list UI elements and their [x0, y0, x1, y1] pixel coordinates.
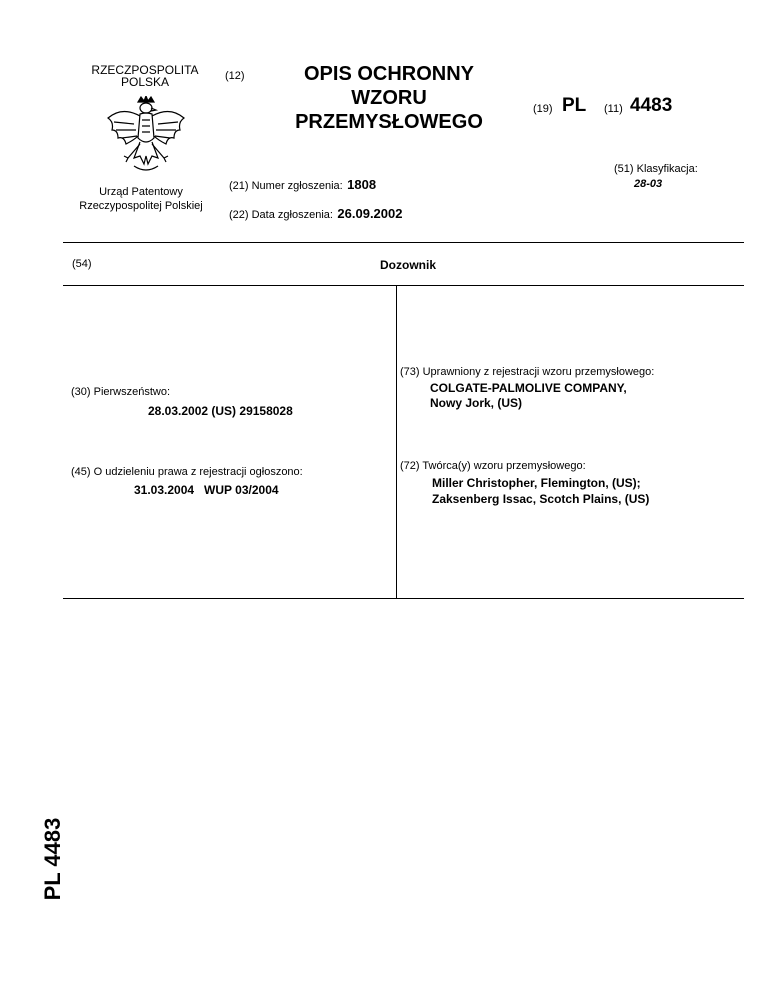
title-line2: WZORU: [351, 87, 427, 109]
title-line3: PRZEMYSŁOWEGO: [295, 111, 483, 133]
filing-date-value: 26.09.2002: [337, 206, 403, 221]
office-line2: Rzeczypospolitej Polskiej: [79, 200, 203, 212]
app-number-value: 1808: [347, 177, 377, 192]
title-code: (54): [72, 258, 92, 270]
creator-label: (72) Twórca(y) wzoru przemysłowego:: [400, 460, 586, 472]
filing-date-label: (22) Data zgłoszenia:: [229, 209, 333, 221]
office-name: [56, 185, 226, 213]
eagle-emblem-icon: [104, 96, 188, 178]
code-12: (12): [225, 70, 245, 82]
rule-top: [63, 242, 744, 243]
class-value: 28-03: [634, 178, 663, 190]
column-divider: [396, 285, 397, 598]
grant-value: 31.03.2004 WUP 03/2004: [134, 483, 279, 497]
rule-title-bottom: [63, 285, 744, 286]
country-line1: RZECZPOSPOLITA: [91, 63, 199, 77]
filing-date-row: [229, 205, 402, 223]
country-code: PL: [562, 95, 587, 116]
class-label: (51) Klasyfikacja:: [614, 163, 698, 175]
code-19: (19): [533, 103, 553, 115]
creator-line2: Zaksenberg Issac, Scotch Plains, (US): [432, 492, 650, 506]
priority-value: 28.03.2002 (US) 29158028: [148, 404, 293, 418]
grant-label: (45) O udzieleniu prawa z rejestracji ogłoszono:: [71, 466, 303, 478]
design-title: Dozownik: [380, 258, 436, 272]
app-number-row: [229, 176, 376, 194]
document-title: [264, 62, 514, 134]
side-document-number: PL 4483: [40, 817, 65, 901]
title-line1: OPIS OCHRONNY: [303, 63, 475, 85]
rule-bottom: [63, 598, 744, 599]
document-number: 4483: [630, 95, 673, 116]
code-11: (11): [604, 103, 623, 115]
office-line1: Urząd Patentowy: [99, 186, 183, 198]
creator-line1: Miller Christopher, Flemington, (US);: [432, 476, 641, 490]
holder-line1: COLGATE-PALMOLIVE COMPANY,: [430, 381, 627, 395]
priority-label: (30) Pierwszeństwo:: [71, 386, 171, 398]
holder-line2: Nowy Jork, (US): [430, 396, 523, 410]
country-line2: POLSKA: [120, 75, 170, 89]
country-name: [80, 64, 210, 88]
holder-label: (73) Uprawniony z rejestracji wzoru przemysłowego:: [400, 366, 655, 378]
app-number-label: (21) Numer zgłoszenia:: [229, 180, 343, 192]
